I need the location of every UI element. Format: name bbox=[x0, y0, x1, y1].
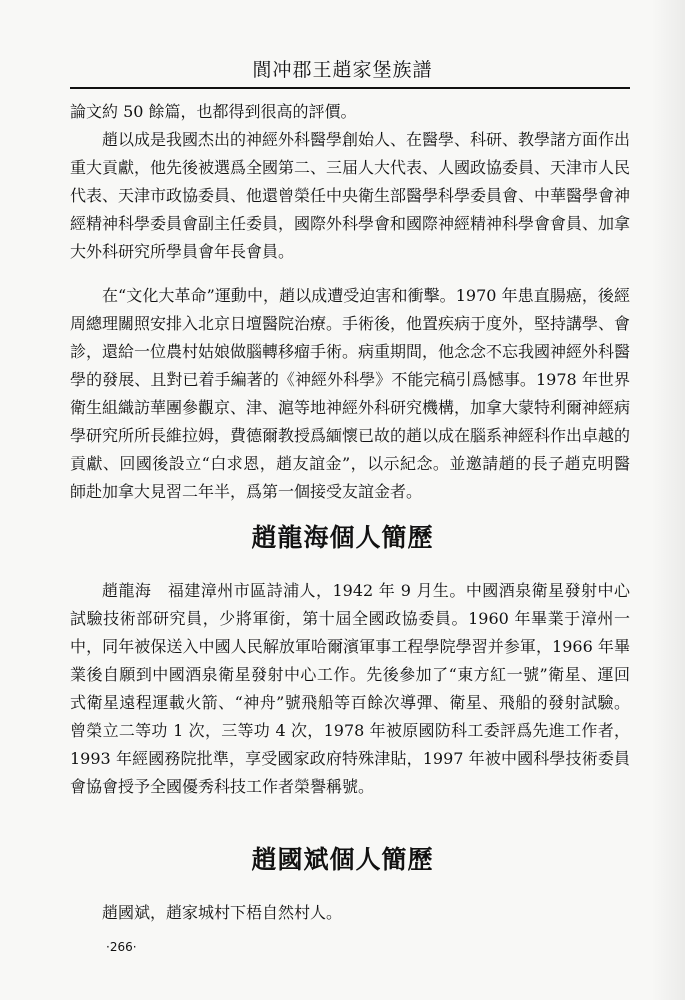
page-number-value: 266 bbox=[109, 940, 133, 954]
header-rule bbox=[70, 87, 630, 89]
page-number bbox=[106, 940, 137, 954]
biography-paragraph: 在“文化大革命”運動中，趙以成遭受迫害和衝擊。1970 年患直腸癌，後經周總理關照安排入北京日壇醫院治療。手術後，他置疾病于度外，堅持講學、會診，還給一位農村姑娘做腦轉移瘤手術。病重期間，他念念不忘我國神經外科醫學的發展、且對已着手編著的《神經外科學》不能完稿引爲憾事。1978 年世界衛生組織訪華團參觀京、津、滬等地神經外科研究機構，加拿大蒙特利爾神經病學研究所所長維拉姆，費德爾教授爲緬懷已故的趙以成在腦系神經科作出卓越的貢獻、回國後設立“白求恩，趙友誼金”，以示紀念。並邀請趙的長子趙克明醫師赴加拿大見習二年半，爲第一個接受友誼金者。 bbox=[70, 286, 631, 501]
page-number-right-dot: · bbox=[132, 940, 137, 954]
running-header-title: 閬冲郡王趙家堡族譜 bbox=[252, 59, 433, 81]
section-heading: 趙國斌個人簡歷 bbox=[251, 845, 434, 874]
biography-paragraph: 趙以成是我國杰出的神經外科醫學創始人、在醫學、科研、教學諸方面作出重大貢獻，他先後被選爲全國第二、三届人大代表、人國政協委員、天津市人民代表、天津市政協委員、他還曾榮任中央衛生部醫學科學委員會、中華醫學會神經精神科學委員會副主任委員，國際外科學會和國際神經精神科學會會員、加拿大外科研究所學員會年長會員。 bbox=[70, 130, 631, 261]
section-heading: 趙龍海個人簡歷 bbox=[251, 523, 434, 552]
biography-paragraph: 趙龍海 福建漳州市區詩浦人，1942 年 9 月生。中國酒泉衛星發射中心試驗技術部研究員，少將軍銜，第十屆全國政協委員。1960 年畢業于漳州一中，同年被保送入中國人民解放軍哈爾濱軍事工程學院學習并参軍，1966 年畢業後自願到中國酒泉衛星發射中心工作。先後參加了“東方紅一號”衛星、運回式衛星遠程運載火箭、“神舟”號飛船等百餘次導彈、衛星、飛船的發射試驗。曾榮立二等功 1 次，三等功 4 次，1978 年被原國防科工委評爲先進工作者，1993 年經國務院批準，享受國家政府特殊津貼，1997 年被中國科學技術委員會協會授予全國優秀科技工作者榮譽稱號。 bbox=[70, 581, 630, 796]
continued-paragraph: 論文約 50 餘篇，也都得到很高的評價。 bbox=[70, 102, 357, 121]
biography-paragraph: 趙國斌，趙家城村下梧自然村人。 bbox=[102, 903, 343, 922]
page-number-left-dot: · bbox=[106, 940, 110, 954]
